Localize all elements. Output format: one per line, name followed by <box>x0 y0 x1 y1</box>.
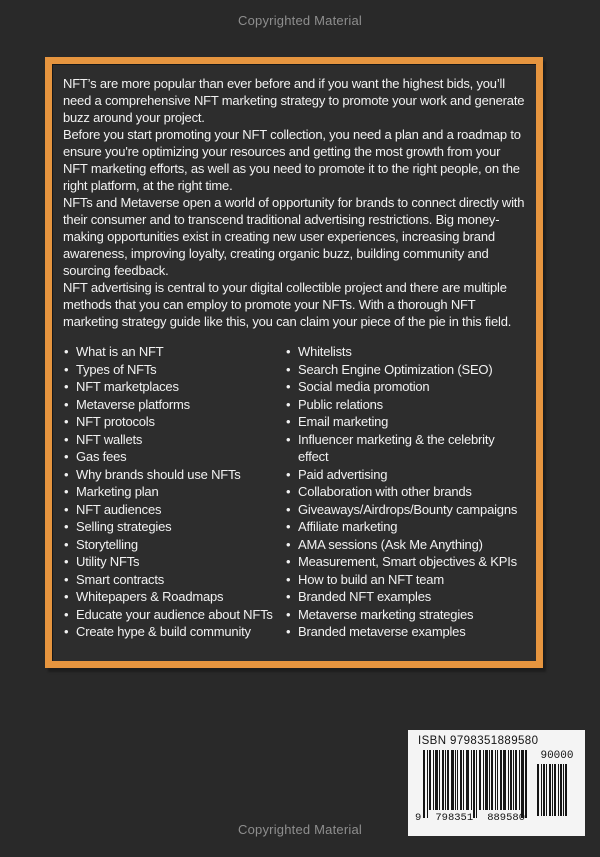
topic-item: • Whitepapers & Roadmaps <box>63 588 285 606</box>
topic-item: • Branded metaverse examples <box>285 623 528 641</box>
barcode-bar <box>558 764 559 816</box>
barcode-panel <box>408 730 585 836</box>
barcode-bar <box>546 764 547 816</box>
barcode-bar <box>442 750 444 810</box>
barcode-bar <box>552 764 553 816</box>
topic-item: • Paid advertising <box>285 466 528 484</box>
copyright-notice-bottom: Copyrighted Material <box>238 822 362 837</box>
topic-item: • Branded NFT examples <box>285 588 528 606</box>
barcode-bar <box>503 750 506 810</box>
topic-item: • Measurement, Smart objectives & KPIs <box>285 553 528 571</box>
barcode-bar <box>519 750 520 810</box>
blurb-paragraph: NFT’s are more popular than ever before and if you want the highest bids, you’ll need a comprehensive NFT marketing strategy to promote your work and generate buzz around your project. <box>63 76 525 125</box>
barcode-bar <box>491 750 493 810</box>
topic-item: • NFT wallets <box>63 431 285 449</box>
barcode-bar <box>479 750 481 810</box>
topic-item: • Metaverse platforms <box>63 396 285 414</box>
barcode-bar <box>525 750 527 818</box>
price-addon-barcode <box>537 750 577 824</box>
barcode-bar <box>560 764 562 816</box>
topic-item: • What is an NFT <box>63 343 285 361</box>
blurb-paragraph: NFT advertising is central to your digital collectible project and there are multiple methods that you can employ to promote your NFTs. With a thorough NFT marketing strategy guide like this, you can claim your piece of the pie in this field. <box>63 280 512 329</box>
topic-item: • Smart contracts <box>63 571 285 589</box>
barcode-bar <box>549 764 551 816</box>
barcode-bar <box>433 750 434 810</box>
barcode-bar <box>500 750 502 810</box>
barcode-bar <box>563 764 564 816</box>
barcode-bar <box>439 750 440 810</box>
barcode-bar <box>429 750 431 810</box>
barcode-bar <box>513 750 514 810</box>
barcode-bar <box>515 750 517 810</box>
barcode-bar <box>471 750 472 810</box>
barcode-bar <box>447 750 449 810</box>
topic-item: • NFT audiences <box>63 501 285 519</box>
barcode-digit-group: 9 <box>415 812 422 824</box>
topic-item: • Public relations <box>285 396 528 414</box>
back-cover-text-box <box>45 57 543 668</box>
barcode-bar <box>497 750 498 810</box>
topic-item: • Influencer marketing & the celebrity effect <box>285 431 528 466</box>
topic-item: • Gas fees <box>63 448 285 466</box>
blurb-paragraph: Before you start promoting your NFT collection, you need a plan and a roadmap to ensure you're optimizing your resources and getting the most growth from your NFT marketing efforts, as well as you need to promote it to the right people, on the right platform, at the right time. <box>63 127 521 193</box>
topic-item: • Types of NFTs <box>63 361 285 379</box>
topic-item: • Marketing plan <box>63 483 285 501</box>
topic-item: • Affiliate marketing <box>285 518 528 536</box>
barcode-bar <box>489 750 490 810</box>
barcode-bar <box>508 750 509 810</box>
barcode-bar <box>423 750 425 818</box>
barcode-bar <box>445 750 446 810</box>
topic-item: • AMA sessions (Ask Me Anything) <box>285 536 528 554</box>
topic-item: • Search Engine Optimization (SEO) <box>285 361 528 379</box>
topic-item: • How to build an NFT team <box>285 571 528 589</box>
ean-barcode <box>415 750 527 824</box>
barcode-digit-group: 889580 <box>487 812 525 824</box>
barcode-digit-group: 798351 <box>435 812 474 824</box>
barcode-bar <box>554 764 556 816</box>
barcode-bar <box>483 750 484 810</box>
barcode-bar <box>495 750 496 810</box>
barcode-bar <box>543 764 545 816</box>
barcode-bar <box>521 750 524 818</box>
barcode-bar <box>427 750 428 818</box>
isbn-label: ISBN 9798351889580 <box>418 735 539 747</box>
barcode-bar <box>510 750 512 810</box>
topic-item: • Storytelling <box>63 536 285 554</box>
barcode-bar <box>537 764 539 816</box>
barcode-bar <box>485 750 488 810</box>
topic-item: • Create hype & build community <box>63 623 285 641</box>
blurb <box>63 75 528 330</box>
barcode-bar <box>460 750 462 810</box>
copyright-notice-top: Copyrighted Material <box>238 13 362 28</box>
topic-item: • Collaboration with other brands <box>285 483 528 501</box>
barcode-bar <box>541 764 542 816</box>
barcode-bar <box>565 764 567 816</box>
topic-item: • Whitelists <box>285 343 528 361</box>
barcode-bar <box>476 750 477 818</box>
topic-item: • Selling strategies <box>63 518 285 536</box>
barcode-bar <box>455 750 456 810</box>
price-code: 90000 <box>540 750 574 762</box>
topic-item: • Giveaways/Airdrops/Bounty campaigns <box>285 501 528 519</box>
barcode-bar <box>473 750 475 818</box>
barcode-bar <box>435 750 438 810</box>
topic-item: • Educate your audience about NFTs <box>63 606 285 624</box>
topic-item: • Why brands should use NFTs <box>63 466 285 484</box>
barcode-bars <box>423 750 527 810</box>
topics-right-column <box>285 343 528 641</box>
barcode-row <box>415 750 577 824</box>
topics-columns <box>63 343 528 641</box>
topic-item: • Metaverse marketing strategies <box>285 606 528 624</box>
barcode-bar <box>463 750 464 810</box>
barcode-bar <box>451 750 454 810</box>
topic-item: • NFT protocols <box>63 413 285 431</box>
barcode-bar <box>457 750 458 810</box>
addon-barcode-bars <box>537 764 577 816</box>
topic-item: • Email marketing <box>285 413 528 431</box>
barcode-bar <box>466 750 469 810</box>
topic-item: • NFT marketplaces <box>63 378 285 396</box>
topics-left-column <box>63 343 285 641</box>
topic-item: • Social media promotion <box>285 378 528 396</box>
blurb-paragraph: NFTs and Metaverse open a world of opportunity for brands to connect directly with their consumer and to transcend traditional advertising restrictions. Big money-making opportunities exist in creating new user experiences, increasing brand awareness, improving loyalty, creating organic buzz, building community and sourcing feedback. <box>63 195 525 278</box>
topic-item: • Utility NFTs <box>63 553 285 571</box>
